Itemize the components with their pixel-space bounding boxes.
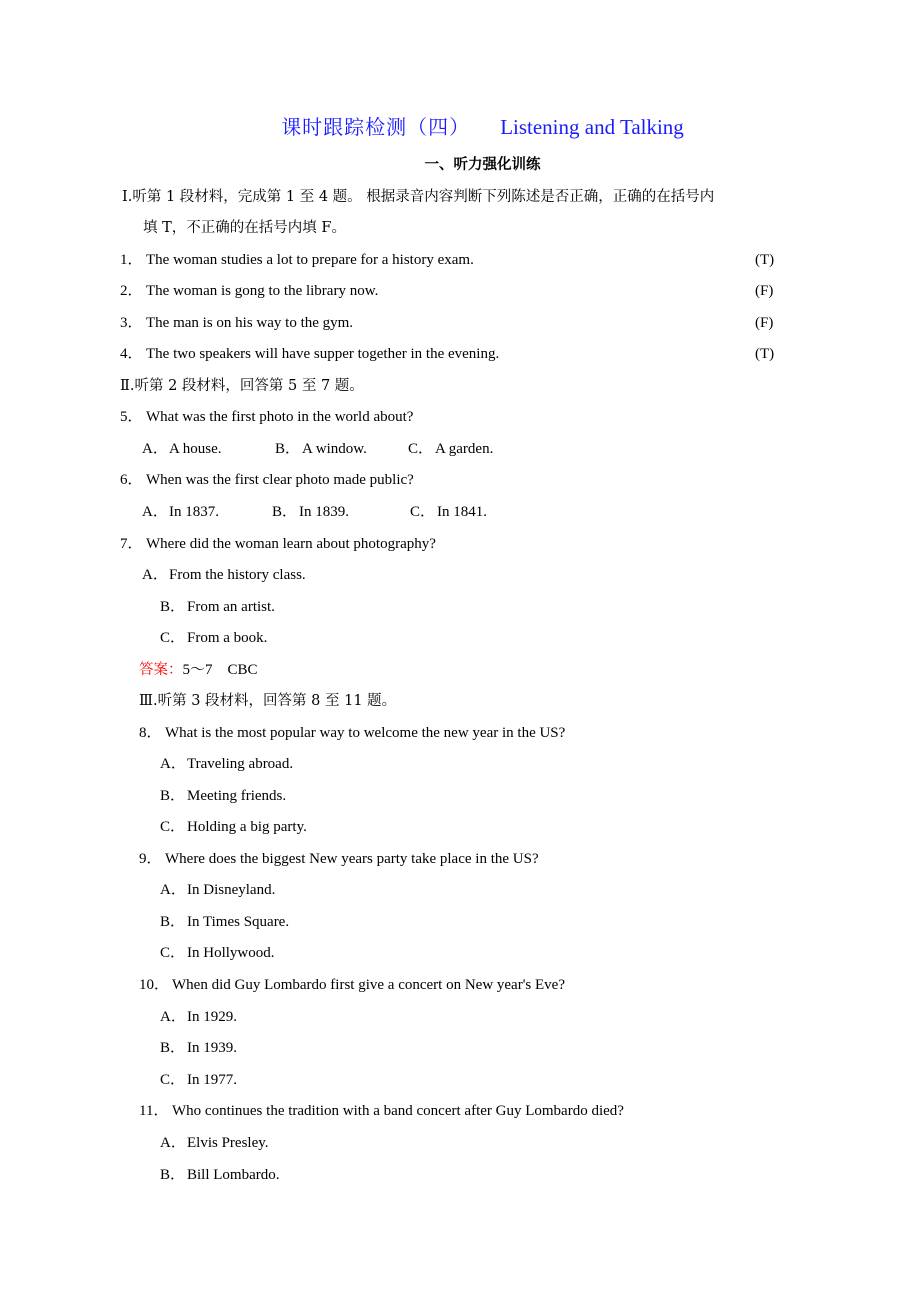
item-number: 2． [120, 283, 143, 299]
question-number: 9． [139, 851, 162, 867]
question [139, 723, 565, 743]
item-number: 4． [120, 346, 143, 362]
part2-instruction: Ⅱ.听第 2 段材料，回答第 5 至 7 题。 [120, 378, 364, 394]
option-b: B． In Times Square. [160, 914, 290, 930]
question [120, 534, 436, 554]
item-text: The man is on his way to the gym. [146, 315, 354, 331]
statement-item [120, 281, 378, 301]
item-answer: (F) [755, 315, 774, 331]
question-text: What was the first photo in the world about? [146, 409, 414, 425]
part3-instruction: Ⅲ.听第 3 段材料，回答第 8 至 11 题。 [139, 693, 397, 709]
option-a: A．In 1929. [160, 1009, 237, 1025]
option-b: B． Bill Lombardo. [160, 1167, 280, 1183]
question-number: 7． [120, 536, 143, 552]
question-number: 11． [139, 1103, 169, 1119]
answer-label: 答案： [139, 662, 183, 678]
item-text: The woman studies a lot to prepare for a history exam. [146, 252, 474, 268]
question [139, 849, 539, 869]
option-a: A．Elvis Presley. [160, 1135, 269, 1151]
option-a: A．Traveling abroad. [160, 756, 294, 772]
question-text: Where does the biggest New years party take place in the US? [165, 851, 539, 867]
page-title [0, 114, 920, 140]
statement-item [120, 344, 499, 364]
question [120, 470, 414, 490]
question-text: What is the most popular way to welcome the new year in the US? [165, 725, 566, 741]
option-c: C． In 1841. [410, 504, 487, 520]
option-c: C． From a book. [160, 630, 268, 646]
option-b: B． From an artist. [160, 599, 275, 615]
title-english: Listening and Talking [500, 115, 684, 139]
question [120, 407, 413, 427]
option-a: A．A house. [142, 441, 222, 457]
question-number: 5． [120, 409, 143, 425]
option-b: B． A window. [275, 441, 367, 457]
question-text: When did Guy Lombardo first give a concert on New year's Eve? [172, 977, 565, 993]
option-a: A．In Disneyland. [160, 882, 276, 898]
part1-instruction-line1: Ⅰ.听第 1 段材料，完成第 1 至 4 题。 根据录音内容判断下列陈述是否正确，正确的在括号内 [122, 189, 715, 205]
answer-key-row [139, 660, 258, 680]
item-text: The woman is gong to the library now. [146, 283, 379, 299]
question [139, 1101, 624, 1121]
item-answer: (F) [755, 283, 774, 299]
option-b: B． In 1939. [160, 1040, 237, 1056]
option-c: C． Holding a big party. [160, 819, 307, 835]
option-a: A．In 1837. [142, 504, 219, 520]
item-answer: (T) [755, 252, 775, 268]
question-text: Where did the woman learn about photography? [146, 536, 436, 552]
option-c: C． In 1977. [160, 1072, 237, 1088]
statement-item [120, 250, 474, 270]
statement-item [120, 313, 353, 333]
option-a: A．From the history class. [142, 567, 306, 583]
option-c: C． In Hollywood. [160, 945, 275, 961]
section-title: 一、听力强化训练 [424, 157, 541, 173]
question-number: 8． [139, 725, 162, 741]
question [139, 975, 565, 995]
question-text: Who continues the tradition with a band concert after Guy Lombardo died? [172, 1103, 624, 1119]
item-text: The two speakers will have supper together in the evening. [146, 346, 500, 362]
item-answer: (T) [755, 346, 775, 362]
answer-value: 5～7 CBC [182, 662, 258, 678]
option-b: B． Meeting friends. [160, 788, 287, 804]
question-number: 10． [139, 977, 170, 993]
question-text: When was the first clear photo made public? [146, 472, 414, 488]
part1-instruction-line2: 填 T，不正确的在括号内填 F。 [143, 220, 346, 236]
question-number: 6． [120, 472, 143, 488]
item-number: 1． [120, 252, 143, 268]
option-c: C． A garden. [408, 441, 494, 457]
item-number: 3． [120, 315, 143, 331]
option-b: B． In 1839. [272, 504, 349, 520]
title-chinese: 课时跟踪检测（四） [281, 115, 471, 139]
